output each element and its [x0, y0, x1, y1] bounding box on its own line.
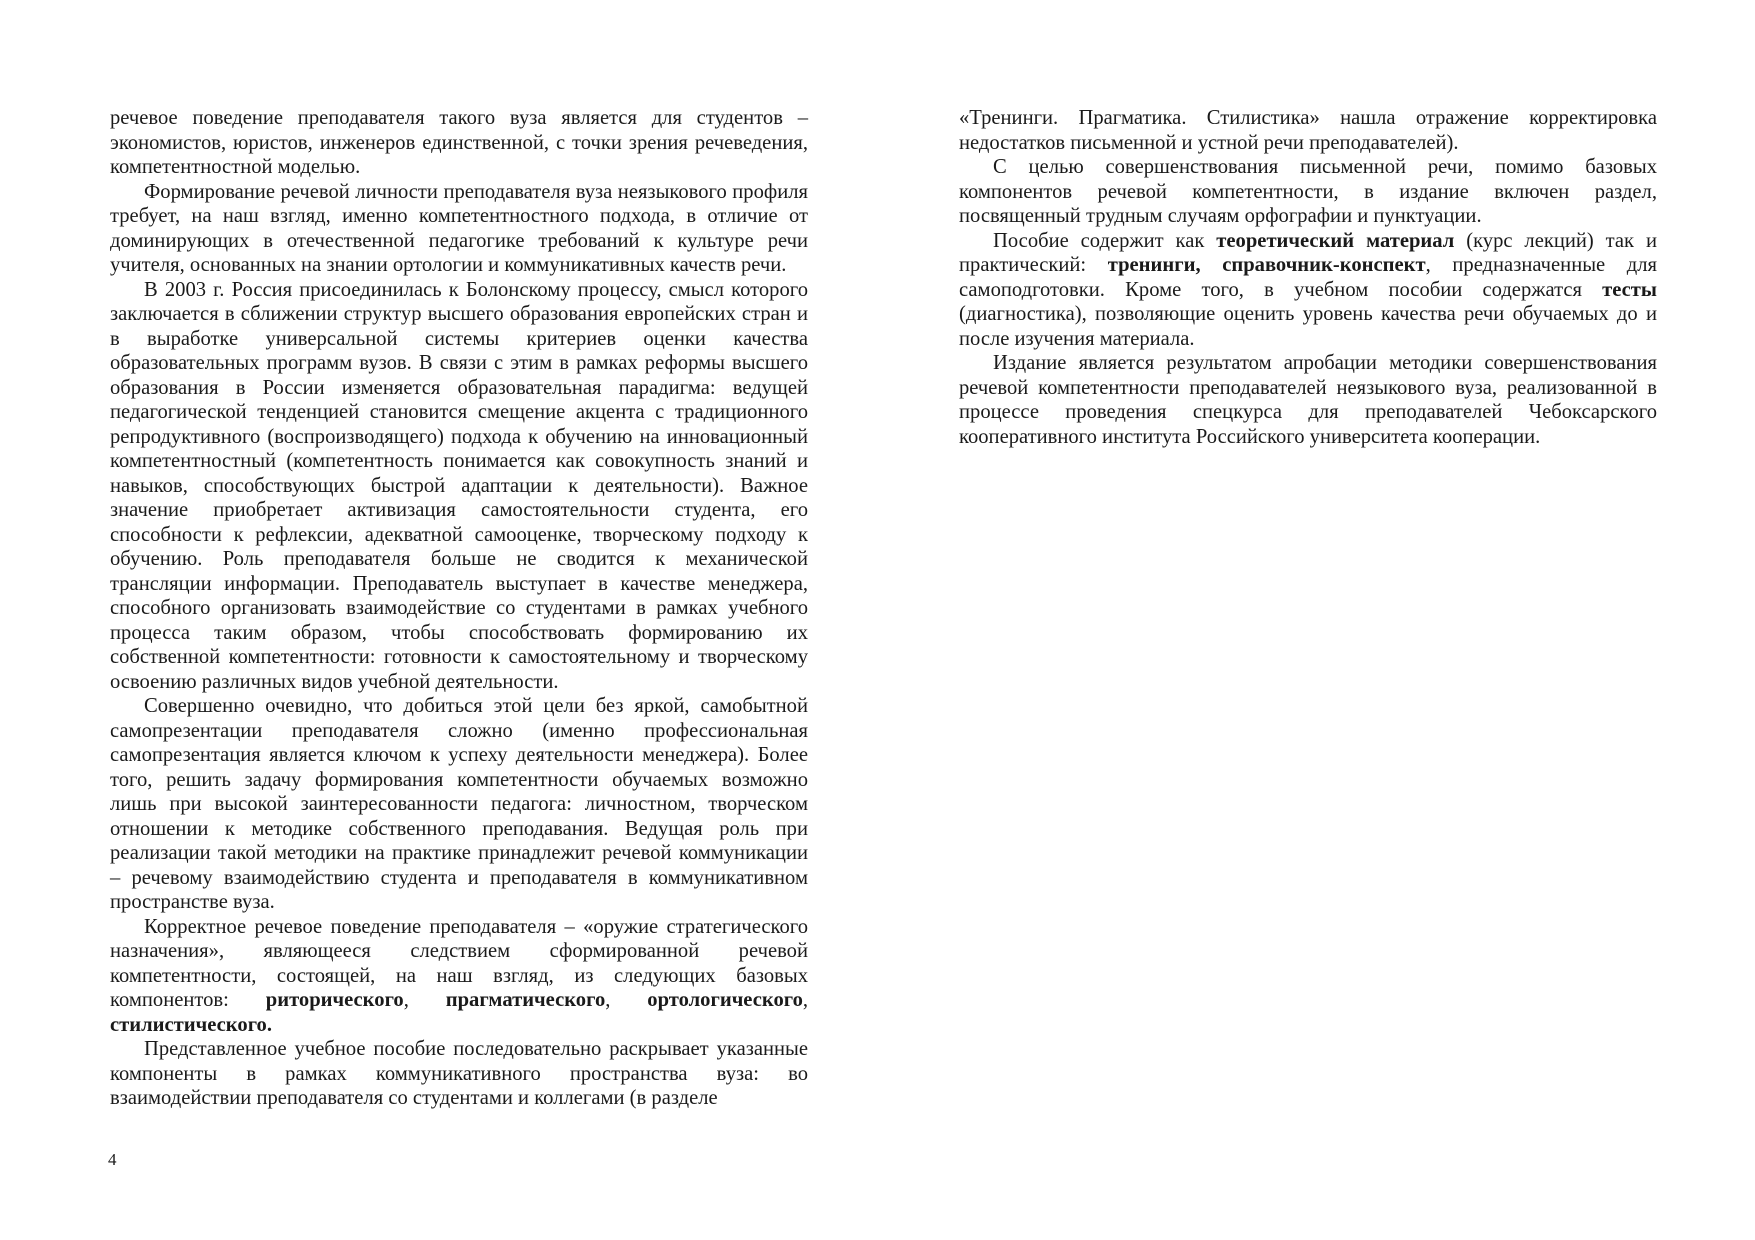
text-run: «Тренинги. Прагматика. Стилистика» нашла отражение корректировка недостатков письменной и устной речи преподавателей). [959, 107, 1657, 154]
bold-term: прагматического [445, 989, 606, 1011]
bold-term: ортологического [647, 989, 803, 1011]
paragraph [959, 229, 1657, 352]
text-run: , [802, 989, 809, 1011]
text-run: Корректное речевое поведение преподавателя – «оружие стратегического назначения», являющееся следствием сформированной речевой компетентности, состоящей, на наш взгляд, из следующих базовых компонентов: [110, 915, 808, 1011]
bold-term: риторического [265, 989, 404, 1011]
text-run: речевое поведение преподавателя такого вуза является для студентов – экономистов, юристов, инженеров единственной, с точки зрения речеведения, компетентностной моделью. [110, 107, 808, 178]
bold-term: стилистического. [110, 1013, 272, 1036]
paragraph [959, 106, 1657, 155]
right-page-text [959, 106, 1657, 449]
text-run: Пособие содержит как [993, 229, 1217, 252]
text-run: , [403, 989, 446, 1011]
text-run: Издание является результатом апробации методики совершенствования речевой компетентности преподавателей неязыкового вуза, реализованной в процессе проведения спецкурса для преподавателей Чебоксарского кооперативного института Российского университета кооперации. [959, 352, 1657, 448]
paragraph [959, 351, 1657, 449]
text-run: , [605, 989, 648, 1011]
text-run: В 2003 г. Россия присоединилась к Болонскому процессу, смысл которого заключается в сближении структур высшего образования европейских стран и в выработке универсальной системы критериев оценки качества образовательных программ вузов. В связи с этим в рамках реформы высшего образования в России изменяется образовательная парадигма: ведущей педагогической тенденцией становится смещение акцента с традиционного репродуктивного (воспроизводящего) подхода к обучению на инновационный компетентностный (компетентность понимается как совокупность знаний и навыков, способствующих быстрой адаптации к деятельности). Важное значение приобретает активизация самостоятельности студента, его способности к рефлексии, адекватной самооценке, творческому подходу к обучению. Роль преподавателя больше не сводится к механической трансляции информации. Преподаватель выступает в качестве менеджера, способного организовать взаимодействие со студентами в рамках учебного процесса таким образом, чтобы способствовать формированию их собственной компетентности: готовности к самостоятельному и творческому освоению различных видов учебной деятельности. [110, 278, 808, 693]
text-run: (диагностика), позволяющие оценить уровень качества речи обучаемых до и после изучения материала. [959, 303, 1657, 350]
paragraph [110, 1037, 808, 1111]
paragraph [110, 180, 808, 278]
bold-term: тренинги, справочник-конспект [1107, 254, 1426, 276]
text-run: Совершенно очевидно, что добиться этой цели без яркой, самобытной самопрезентации преподавателя сложно (именно профессиональная самопрезентация является ключом к успеху деятельности менеджера). Более того, решить задачу формирования компетентности обучаемых возможно лишь при высокой заинтересованности педагога: личностном, творческом отношении к методике собственного преподавания. Ведущая роль при реализации такой методики на практике принадлежит речевой коммуникации – речевому взаимодействию студента и преподавателя в коммуникативном пространстве вуза. [110, 695, 808, 913]
left-page-text [110, 106, 808, 1111]
paragraph [110, 694, 808, 915]
paragraph [959, 155, 1657, 229]
paragraph [110, 106, 808, 180]
text-run: (курс лекций) так и практический: [959, 229, 1657, 276]
paragraph [110, 278, 808, 695]
text-run: С целью совершенствования письменной речи, помимо базовых компонентов речевой компетентности, в издание включен раздел, посвященный трудным случаям орфографии и пунктуации. [959, 156, 1657, 227]
page-number: 4 [108, 1150, 117, 1169]
text-run: , предназначенные для самоподготовки. Кроме того, в учебном пособии содержатся [959, 254, 1657, 301]
bold-term: тесты [1602, 278, 1657, 301]
text-run: Представленное учебное пособие последовательно раскрывает указанные компоненты в рамках коммуникативного пространства вуза: во взаимодействии преподавателя со студентами и коллегами (в разделе [110, 1038, 808, 1109]
text-run: Формирование речевой личности преподавателя вуза неязыкового профиля требует, на наш взгляд, именно компетентностного подхода, в отличие от доминирующих в отечественной педагогике требований к культуре речи учителя, основанных на знании ортологии и коммуникативных качеств речи. [110, 180, 808, 276]
paragraph [110, 915, 808, 1038]
bold-term: теоретический материал [1216, 229, 1455, 252]
